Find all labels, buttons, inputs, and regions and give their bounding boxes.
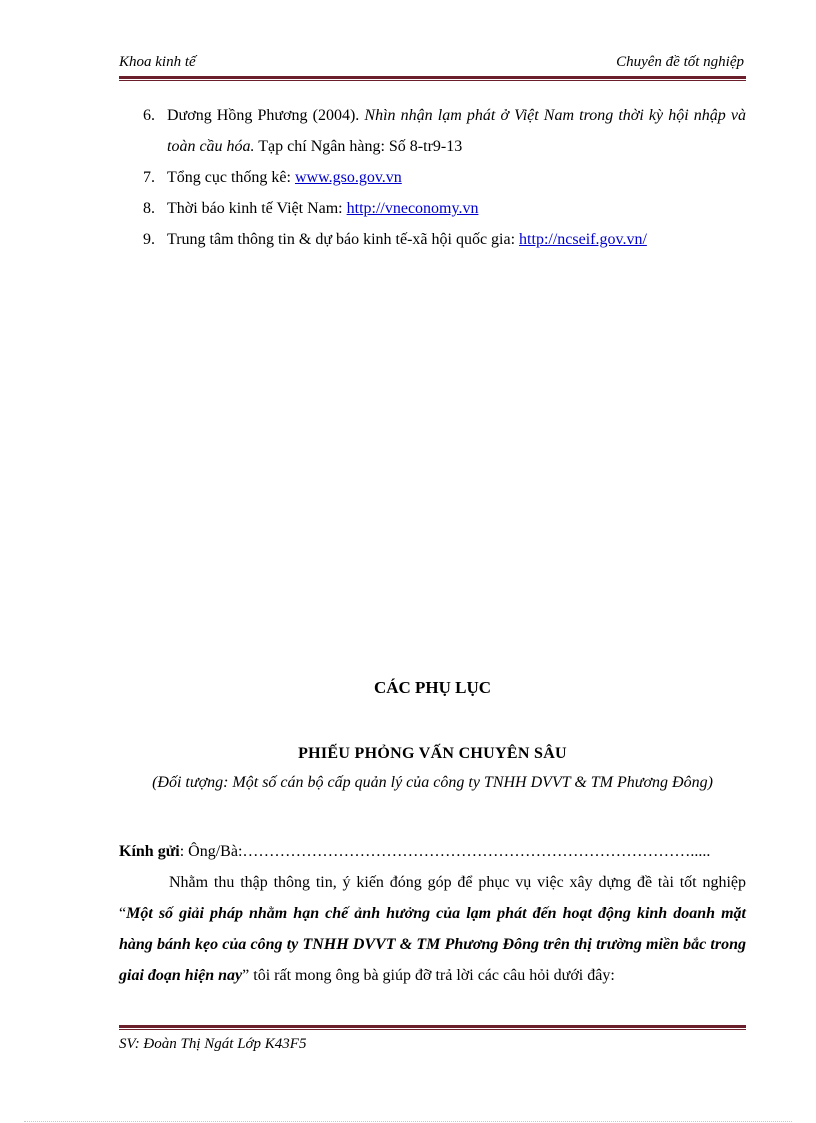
page-header (119, 50, 744, 76)
header-doc-type: Chuyên đề tốt nghiệp (616, 54, 744, 70)
greeting-label: Kính gửi (119, 843, 180, 860)
reference-item-7 (119, 162, 746, 193)
reference-item-9 (119, 224, 746, 255)
greeting-blank: : Ông/Bà:…………………………………………………………………………..... (179, 843, 711, 860)
reference-source: Tạp chí Ngân hàng: Số 8-tr9-13 (258, 138, 463, 155)
reference-number: 8. (143, 200, 155, 217)
thesis-topic: Một số giải pháp nhằm hạn chế ảnh hưởng của lạm phát đến hoạt động kinh doanh mặt hàng bánh kẹo của công ty TNHH DVVT & TM Phương Đông trên thị trường miền bắc trong giai đoạn hiện nay (119, 905, 746, 984)
reference-item-8 (119, 193, 746, 224)
page-footer: SV: Đoàn Thị Ngát Lớp K43F5 (119, 1036, 307, 1052)
reference-text: Thời báo kinh tế Việt Nam: (167, 200, 343, 217)
reference-number: 6. (143, 107, 155, 124)
reference-link-ncseif[interactable]: http://ncseif.gov.vn/ (519, 231, 647, 248)
intro-end: ” tôi rất mong ông bà giúp đỡ trả lời các câu hỏi dưới đây: (242, 967, 615, 984)
reference-title: Nhìn nhận lạm phát ở Việt Nam trong thời kỳ hội nhập và toàn cầu hóa. (167, 107, 747, 155)
reference-list (119, 100, 746, 255)
footer-rule (119, 1025, 746, 1030)
letter-body (119, 836, 746, 991)
reference-text: Trung tâm thông tin & dự báo kinh tế-xã hội quốc gia: (167, 231, 516, 248)
greeting-line (119, 836, 746, 867)
page-boundary (24, 1121, 792, 1122)
reference-text: Tổng cục thống kê: (167, 169, 291, 186)
intro-start: Nhằm thu thập thông tin, ý kiến đóng góp để phục vụ việc xây dựng đề tài tốt nghiệp “ (119, 874, 746, 922)
reference-number: 9. (143, 231, 155, 248)
reference-number: 7. (143, 169, 155, 186)
reference-author: Dương Hồng Phương (2004). (167, 107, 360, 124)
reference-link-vneconomy[interactable]: http://vneconomy.vn (346, 200, 479, 217)
reference-link-gso[interactable]: www.gso.gov.vn (294, 169, 402, 186)
intro-paragraph (119, 867, 746, 991)
appendix-title: CÁC PHỤ LỤC (373, 678, 492, 697)
reference-item-6 (119, 100, 746, 162)
header-rule (119, 76, 746, 81)
header-faculty: Khoa kinh tế (119, 54, 196, 70)
interview-form-title: PHIẾU PHỎNG VẤN CHUYÊN SÂU (298, 745, 567, 762)
interview-target: (Đối tượng: Một số cán bộ cấp quản lý của công ty TNHH DVVT & TM Phương Đông) (152, 774, 713, 791)
